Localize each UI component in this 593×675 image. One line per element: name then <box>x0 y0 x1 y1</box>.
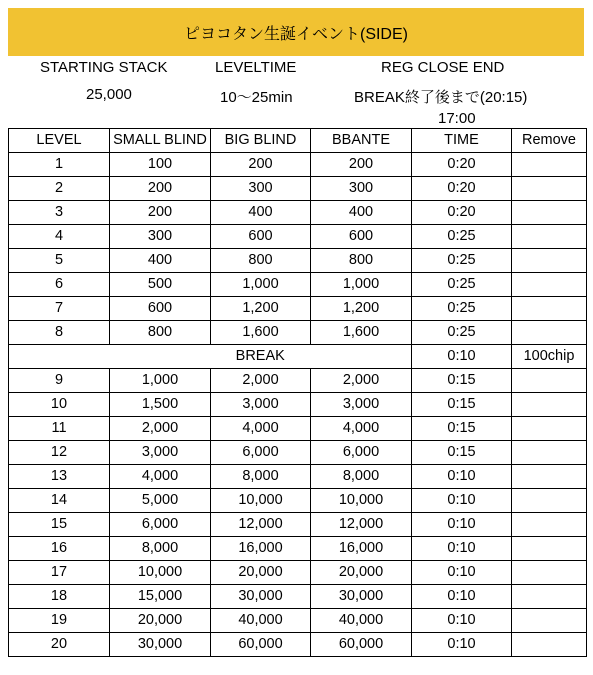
cell-level: 2 <box>9 177 110 201</box>
header-bbante: BBANTE <box>311 129 412 153</box>
cell-big-blind: 12,000 <box>211 513 311 537</box>
cell-remove <box>512 201 587 225</box>
cell-level: 1 <box>9 153 110 177</box>
cell-bbante: 16,000 <box>311 537 412 561</box>
cell-big-blind: 800 <box>211 249 311 273</box>
cell-small-blind: 5,000 <box>110 489 211 513</box>
cell-big-blind: 1,600 <box>211 321 311 345</box>
table-row <box>9 585 587 609</box>
cell-time: 0:10 <box>412 513 512 537</box>
header-level: LEVEL <box>9 129 110 153</box>
cell-small-blind: 600 <box>110 297 211 321</box>
table-row <box>9 609 587 633</box>
cell-small-blind: 6,000 <box>110 513 211 537</box>
cell-remove <box>512 513 587 537</box>
cell-bbante: 12,000 <box>311 513 412 537</box>
page-title: ピヨコタン生誕イベント(SIDE) <box>183 25 408 43</box>
table-row <box>9 513 587 537</box>
cell-bbante: 400 <box>311 201 412 225</box>
cell-remove <box>512 537 587 561</box>
cell-time: 0:15 <box>412 369 512 393</box>
cell-level: 4 <box>9 225 110 249</box>
cell-small-blind: 20,000 <box>110 609 211 633</box>
cell-bbante: 4,000 <box>311 417 412 441</box>
cell-level: 12 <box>9 441 110 465</box>
cell-small-blind: 500 <box>110 273 211 297</box>
cell-big-blind: 60,000 <box>211 633 311 657</box>
table-row <box>9 417 587 441</box>
cell-big-blind: 30,000 <box>211 585 311 609</box>
cell-time: 0:25 <box>412 225 512 249</box>
cell-small-blind: 400 <box>110 249 211 273</box>
cell-bbante: 60,000 <box>311 633 412 657</box>
leveltime-value: 10〜25min <box>220 89 293 106</box>
cell-big-blind: 1,200 <box>211 297 311 321</box>
table-row <box>9 633 587 657</box>
starting-stack-label: STARTING STACK <box>40 59 168 76</box>
cell-level: 3 <box>9 201 110 225</box>
cell-level: 11 <box>9 417 110 441</box>
cell-time: 0:10 <box>412 489 512 513</box>
break-label: BREAK <box>110 345 412 369</box>
table-row <box>9 369 587 393</box>
cell-time: 0:25 <box>412 297 512 321</box>
reg-close-label: REG CLOSE END <box>381 59 505 76</box>
cell-bbante: 20,000 <box>311 561 412 585</box>
cell-level <box>9 345 110 369</box>
cell-level: 9 <box>9 369 110 393</box>
cell-small-blind: 15,000 <box>110 585 211 609</box>
header-time: TIME <box>412 129 512 153</box>
cell-bbante: 2,000 <box>311 369 412 393</box>
cell-time: 0:10 <box>412 465 512 489</box>
cell-remove <box>512 489 587 513</box>
cell-big-blind: 400 <box>211 201 311 225</box>
cell-time: 0:25 <box>412 273 512 297</box>
cell-big-blind: 2,000 <box>211 369 311 393</box>
cell-level: 18 <box>9 585 110 609</box>
cell-big-blind: 600 <box>211 225 311 249</box>
cell-remove <box>512 177 587 201</box>
cell-small-blind: 10,000 <box>110 561 211 585</box>
cell-remove <box>512 249 587 273</box>
table-row <box>9 297 587 321</box>
cell-small-blind: 300 <box>110 225 211 249</box>
cell-bbante: 8,000 <box>311 465 412 489</box>
cell-time: 0:20 <box>412 201 512 225</box>
cell-remove <box>512 561 587 585</box>
cell-remove <box>512 297 587 321</box>
cell-bbante: 1,000 <box>311 273 412 297</box>
cell-remove <box>512 417 587 441</box>
cell-small-blind: 1,000 <box>110 369 211 393</box>
cell-level: 7 <box>9 297 110 321</box>
cell-time: 0:20 <box>412 153 512 177</box>
table-row <box>9 273 587 297</box>
cell-level: 10 <box>9 393 110 417</box>
cell-time: 0:15 <box>412 417 512 441</box>
cell-time: 0:10 <box>412 585 512 609</box>
cell-level: 16 <box>9 537 110 561</box>
cell-level: 5 <box>9 249 110 273</box>
table-row <box>9 561 587 585</box>
cell-time: 0:10 <box>412 633 512 657</box>
header-small-blind: SMALL BLIND <box>110 129 211 153</box>
cell-bbante: 600 <box>311 225 412 249</box>
table-row <box>9 225 587 249</box>
reg-close-value: BREAK終了後まで(20:15) <box>354 89 528 106</box>
cell-small-blind: 2,000 <box>110 417 211 441</box>
cell-time: 0:10 <box>412 537 512 561</box>
table-row <box>9 177 587 201</box>
cell-big-blind: 20,000 <box>211 561 311 585</box>
cell-small-blind: 200 <box>110 177 211 201</box>
cell-level: 17 <box>9 561 110 585</box>
cell-small-blind: 800 <box>110 321 211 345</box>
title-bar <box>8 8 584 56</box>
cell-bbante: 6,000 <box>311 441 412 465</box>
cell-small-blind: 30,000 <box>110 633 211 657</box>
table-row <box>9 249 587 273</box>
blind-structure-table <box>8 128 587 657</box>
cell-bbante: 300 <box>311 177 412 201</box>
table-header-row <box>9 129 587 153</box>
cell-level: 19 <box>9 609 110 633</box>
cell-bbante: 1,200 <box>311 297 412 321</box>
cell-bbante: 800 <box>311 249 412 273</box>
cell-remove <box>512 369 587 393</box>
cell-level: 20 <box>9 633 110 657</box>
cell-big-blind: 8,000 <box>211 465 311 489</box>
table-row <box>9 441 587 465</box>
cell-small-blind: 100 <box>110 153 211 177</box>
start-time: 17:00 <box>438 110 476 127</box>
cell-remove <box>512 585 587 609</box>
cell-remove <box>512 321 587 345</box>
cell-remove <box>512 465 587 489</box>
break-time: 0:10 <box>412 345 512 369</box>
cell-remove <box>512 441 587 465</box>
cell-remove <box>512 153 587 177</box>
break-remove: 100chip <box>512 345 587 369</box>
table-row <box>9 537 587 561</box>
cell-time: 0:15 <box>412 441 512 465</box>
table-row <box>9 201 587 225</box>
starting-stack-value: 25,000 <box>86 86 132 103</box>
cell-big-blind: 16,000 <box>211 537 311 561</box>
cell-bbante: 3,000 <box>311 393 412 417</box>
cell-small-blind: 8,000 <box>110 537 211 561</box>
cell-remove <box>512 393 587 417</box>
break-row <box>9 345 587 369</box>
cell-big-blind: 3,000 <box>211 393 311 417</box>
cell-small-blind: 200 <box>110 201 211 225</box>
cell-time: 0:20 <box>412 177 512 201</box>
table-row <box>9 489 587 513</box>
cell-level: 14 <box>9 489 110 513</box>
table-row <box>9 465 587 489</box>
cell-remove <box>512 609 587 633</box>
cell-small-blind: 1,500 <box>110 393 211 417</box>
cell-big-blind: 1,000 <box>211 273 311 297</box>
cell-bbante: 1,600 <box>311 321 412 345</box>
cell-big-blind: 10,000 <box>211 489 311 513</box>
header-big-blind: BIG BLIND <box>211 129 311 153</box>
cell-level: 15 <box>9 513 110 537</box>
cell-level: 6 <box>9 273 110 297</box>
table-row <box>9 393 587 417</box>
cell-big-blind: 4,000 <box>211 417 311 441</box>
cell-time: 0:10 <box>412 609 512 633</box>
cell-small-blind: 3,000 <box>110 441 211 465</box>
table-row <box>9 153 587 177</box>
cell-level: 8 <box>9 321 110 345</box>
cell-remove <box>512 633 587 657</box>
cell-bbante: 40,000 <box>311 609 412 633</box>
cell-bbante: 200 <box>311 153 412 177</box>
cell-bbante: 10,000 <box>311 489 412 513</box>
cell-big-blind: 300 <box>211 177 311 201</box>
table-row <box>9 321 587 345</box>
cell-remove <box>512 225 587 249</box>
cell-level: 13 <box>9 465 110 489</box>
cell-remove <box>512 273 587 297</box>
cell-time: 0:25 <box>412 321 512 345</box>
leveltime-label: LEVELTIME <box>215 59 297 76</box>
cell-time: 0:15 <box>412 393 512 417</box>
cell-small-blind: 4,000 <box>110 465 211 489</box>
cell-time: 0:25 <box>412 249 512 273</box>
cell-big-blind: 200 <box>211 153 311 177</box>
cell-time: 0:10 <box>412 561 512 585</box>
cell-big-blind: 6,000 <box>211 441 311 465</box>
cell-bbante: 30,000 <box>311 585 412 609</box>
header-remove: Remove <box>512 129 587 153</box>
cell-big-blind: 40,000 <box>211 609 311 633</box>
